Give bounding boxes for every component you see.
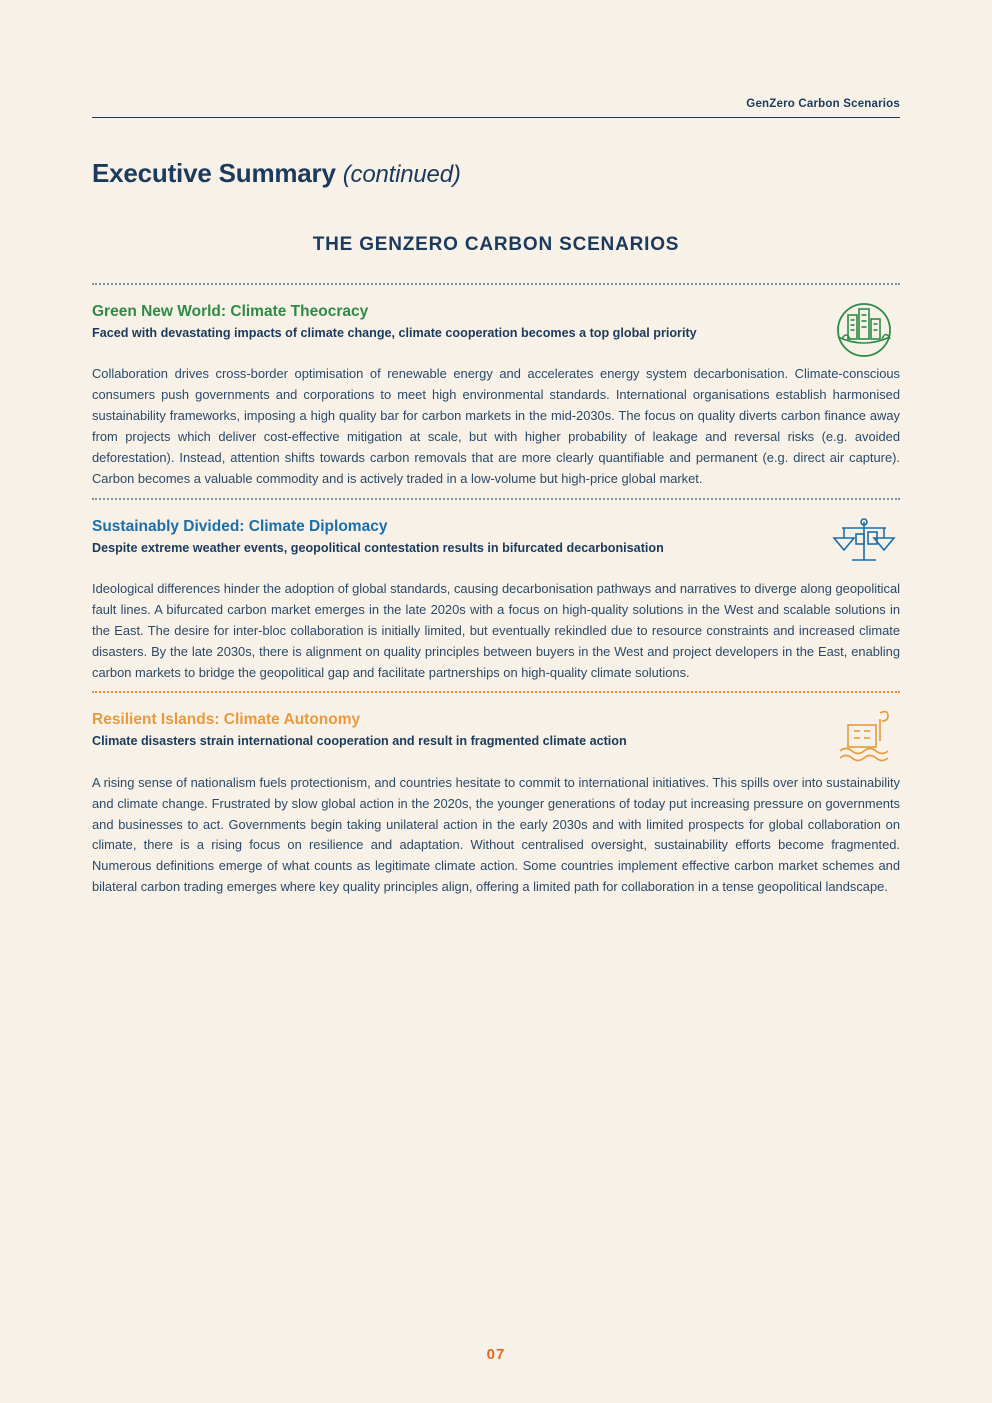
scenario-sustainably-divided [92,500,900,692]
scenario-header [92,711,900,750]
scenario-title: Green New World: Climate Theocracy [92,303,369,320]
scenario-green-new-world [92,285,900,498]
page-header [92,98,900,118]
balance-scales-icon [828,514,900,576]
header-divider [92,117,900,118]
section-heading: THE GENZERO CARBON SCENARIOS [312,234,680,255]
running-title: GenZero Carbon Scenarios [746,98,900,110]
scenario-list [92,283,900,906]
scenario-subtitle: Climate disasters strain international cooperation and result in fragmented climate action [92,734,627,749]
scenario-resilient-islands [92,693,900,906]
page-title-continued: (continued) [342,161,461,188]
scenario-subtitle: Despite extreme weather events, geopolitical contestation results in bifurcated decarbonisation [92,540,664,555]
page-title [92,158,461,189]
page-title-main: Executive Summary [92,158,343,188]
scenario-title: Sustainably Divided: Climate Diplomacy [92,517,388,535]
scenario-title: Resilient Islands: Climate Autonomy [92,711,361,729]
scenario-body: Collaboration drives cross-border optimisation of renewable energy and accelerates energy system decarbonisation. Climate-conscious consumers push governments and corporations to meet high environmental standards. International organisations establish harmonised sustainability frameworks, imposing a high quality bar for carbon markets in the mid-2030s. The focus on quality diverts carbon finance away from projects which deliver cost-effective mitigation at scale, but with higher probability of leakage and reversal risks (e.g. avoided deforestation). Instead, attention shifts towards carbon removals that are more clearly quantifiable and permanent (e.g. direct air capture). Carbon becomes a valuable commodity and is actively traded in a low-volume but high-price global market. [92,366,900,486]
scenario-subtitle: Faced with devastating impacts of climate change, climate cooperation becomes a top global priority [92,326,697,340]
scenario-header [92,303,900,342]
green-city-globe-icon [828,299,900,361]
scenario-body: A rising sense of nationalism fuels protectionism, and countries hesitate to commit to international initiatives. This spills over into sustainability and climate change. Frustrated by slow global action in the 2020s, the younger generations of today put increasing pressure on governments and businesses to act. Governments begin taking unilateral action in the early 2030s and with limited prospects for global collaboration on climate, there is a rising focus on resilience and adaptation. Without centralised oversight, sustainability efforts become fragmented. Numerous definitions emerge of what counts as legitimate climate action. Some countries implement effective carbon market schemes and bilateral carbon trading emerges where key quality principles align, offering a limited path for collaboration in a tense geopolitical landscape. [92,774,900,895]
scenario-header [92,518,900,557]
scenario-body: Ideological differences hinder the adoption of global standards, causing decarbonisation pathways and narratives to diverge along geopolitical fault lines. A bifurcated carbon market emerges in the late 2020s with a focus on high-quality solutions in the West and scalable solutions in the East. The desire for inter-bloc collaboration is initially limited, but eventually rekindled due to resource constraints and increased climate disasters. By the late 2030s, there is alignment on quality principles between buyers in the West and project developers in the East, enabling carbon markets to bridge the geopolitical gap and facilitate partnerships on high-quality climate solutions. [92,580,900,680]
page-number: 07 [486,1346,506,1363]
flooded-island-icon [828,707,900,769]
